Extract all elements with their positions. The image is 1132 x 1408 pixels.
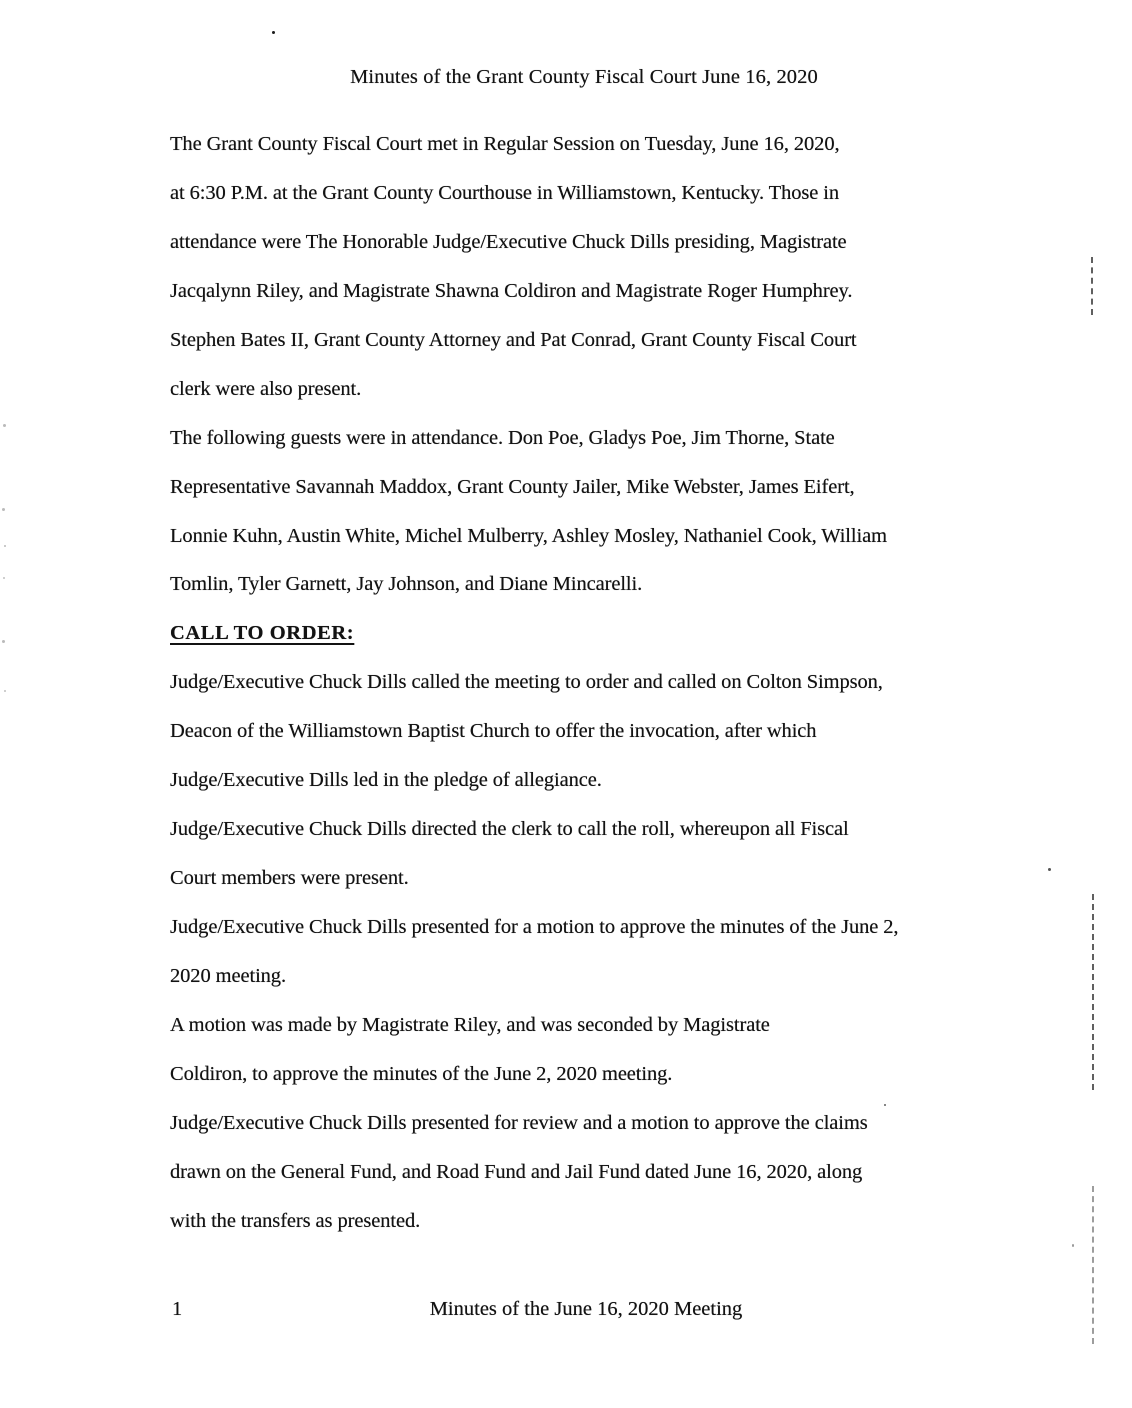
scan-speck [2,508,5,511]
text-line: Representative Savannah Maddox, Grant County Jailer, Mike Webster, James Eifert, [170,475,855,498]
scan-speck [1072,1244,1074,1247]
page-footer [0,1296,1132,1322]
text-line: Lonnie Kuhn, Austin White, Michel Mulberry, Ashley Mosley, Nathaniel Cook, William [170,524,887,547]
text-line: Court members were present. [170,867,409,890]
text-line: Tomlin, Tyler Garnett, Jay Johnson, and Diane Mincarelli. [170,573,643,596]
scan-speck [2,640,5,643]
scan-vertical-dash-line [1091,257,1093,315]
text-line: with the transfers as presented. [170,1209,421,1232]
text-line: Judge/Executive Chuck Dills presented for a motion to approve the minutes of the June 2, [170,916,899,938]
text-line: Coldiron, to approve the minutes of the June 2, 2020 meeting. [170,1062,673,1085]
scan-speck [3,577,5,579]
text-line: attendance were The Honorable Judge/Executive Chuck Dills presiding, Magistrate [170,230,847,253]
text-line: Jacqalynn Riley, and Magistrate Shawna Coldiron and Magistrate Roger Humphrey. [170,279,853,302]
text-line: clerk were also present. [170,377,362,400]
page-number: 1 [172,1298,183,1320]
scan-speck [884,1104,886,1106]
text-line: The following guests were in attendance. Don Poe, Gladys Poe, Jim Thorne, State [170,426,835,449]
text-line: The Grant County Fiscal Court met in Regular Session on Tuesday, June 16, 2020, [170,133,840,155]
scan-speck [272,31,275,34]
text-line: Judge/Executive Chuck Dills presented for review and a motion to approve the claims [170,1111,868,1134]
text-line: drawn on the General Fund, and Road Fund and Jail Fund dated June 16, 2020, along [170,1160,863,1183]
scan-speck [4,545,6,547]
document-body [170,131,960,1257]
scan-vertical-dash-line [1092,894,1094,1090]
text-line: Deacon of the Williamstown Baptist Church to offer the invocation, after which [170,720,817,743]
text-line: Judge/Executive Chuck Dills called the meeting to order and called on Colton Simpson, [170,671,883,694]
text-line: Judge/Executive Dills led in the pledge of allegiance. [170,769,602,792]
text-line: A motion was made by Magistrate Riley, and was seconded by Magistrate [170,1013,770,1036]
scan-vertical-dash-line [1092,1186,1094,1344]
text-line: 2020 meeting. [170,964,286,987]
text-line: Judge/Executive Chuck Dills directed the clerk to call the roll, whereupon all Fiscal [170,818,849,841]
scan-speck [3,424,6,427]
scan-speck [4,690,6,692]
page-title: Minutes of the Grant County Fiscal Court June 16, 2020 [350,66,818,88]
footer-text: Minutes of the June 16, 2020 Meeting [429,1298,743,1320]
section-heading-call-to-order: CALL TO ORDER: [170,622,355,645]
text-line: Stephen Bates II, Grant County Attorney and Pat Conrad, Grant County Fiscal Court [170,328,857,351]
scan-speck [1048,868,1051,871]
text-line: at 6:30 P.M. at the Grant County Courthouse in Williamstown, Kentucky. Those in [170,181,840,204]
